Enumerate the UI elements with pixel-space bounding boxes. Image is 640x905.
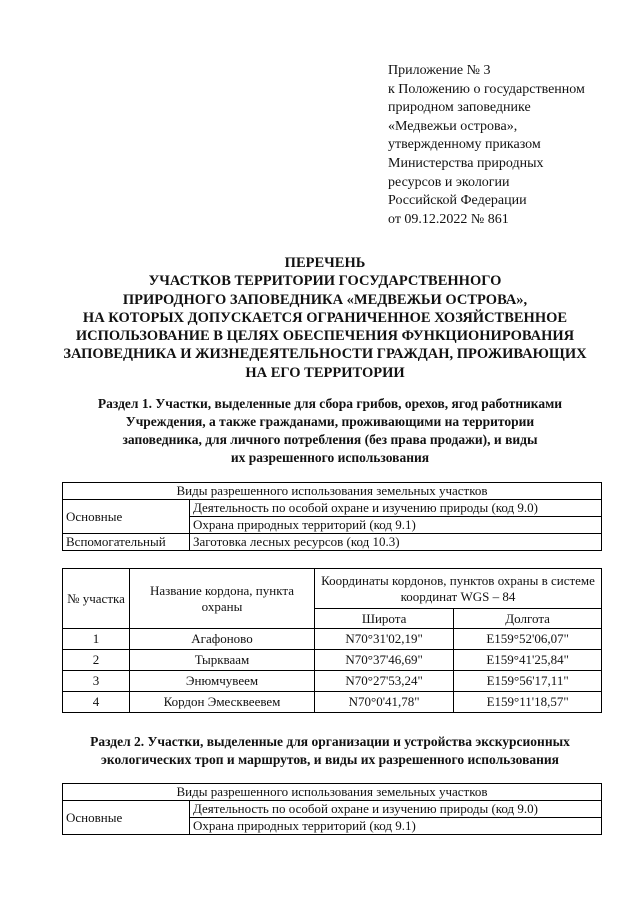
table-row xyxy=(63,692,602,713)
main-use-item: Охрана природных территорий (код 9.1) xyxy=(190,517,602,534)
main-uses-label: Основные xyxy=(63,500,190,534)
annex-line: «Медвежьи острова», xyxy=(388,118,518,134)
title-line: НА КОТОРЫХ ДОПУСКАЕТСЯ ОГРАНИЧЕННОЕ ХОЗЯЙСТВЕННОЕ xyxy=(82,309,568,326)
row-latitude: N70°0'41,78" xyxy=(315,692,454,713)
section1-heading-line: заповедника, для личного потребления (без права продажи), и виды xyxy=(122,432,538,447)
row-number: 3 xyxy=(63,671,130,692)
annex-line: от 09.12.2022 № 861 xyxy=(388,211,509,227)
row-number: 1 xyxy=(63,629,130,650)
section1-heading-line: Учреждения, а также гражданами, проживающими на территории xyxy=(125,414,535,429)
title-line: НА ЕГО ТЕРРИТОРИИ xyxy=(245,364,405,381)
row-name: Энюмчувеем xyxy=(130,671,315,692)
annex-block xyxy=(388,62,628,229)
section2-heading-line: Раздел 2. Участки, выделенные для организации и устройства экскурсионных xyxy=(90,734,570,749)
row-latitude: N70°27'53,24" xyxy=(315,671,454,692)
uses-header: Виды разрешенного использования земельных участков xyxy=(63,784,602,801)
title-line: ПЕРЕЧЕНЬ xyxy=(284,255,366,271)
row-name: Кордон Эмесквеевем xyxy=(130,692,315,713)
aux-uses-label: Вспомогательный xyxy=(63,534,190,551)
row-number: 2 xyxy=(63,650,130,671)
main-use-item: Охрана природных территорий (код 9.1) xyxy=(190,818,602,835)
annex-line: к Положению о государственном xyxy=(388,81,585,97)
aux-use-item: Заготовка лесных ресурсов (код 10.3) xyxy=(190,534,602,551)
row-longitude: E159°56'17,11" xyxy=(454,671,602,692)
section2-uses-table xyxy=(62,783,602,835)
section1-uses-table xyxy=(62,482,602,551)
title-line: УЧАСТКОВ ТЕРРИТОРИИ ГОСУДАРСТВЕННОГО xyxy=(148,273,502,290)
row-latitude: N70°31'02,19" xyxy=(315,629,454,650)
row-number: 4 xyxy=(63,692,130,713)
uses-header: Виды разрешенного использования земельных участков xyxy=(63,483,602,500)
col-name-header: Название кордона, пункта охраны xyxy=(130,569,315,629)
section1-heading xyxy=(40,395,620,467)
annex-line: ресурсов и экологии xyxy=(388,174,510,190)
table-row xyxy=(63,650,602,671)
main-use-item: Деятельность по особой охране и изучению природы (код 9.0) xyxy=(190,500,602,517)
annex-line: Приложение № 3 xyxy=(388,63,491,78)
section1-heading-line: их разрешенного использования xyxy=(230,450,430,465)
annex-line: утвержденному приказом xyxy=(388,137,541,153)
annex-line: природном заповеднике xyxy=(388,100,531,116)
col-coords-header: Координаты кордонов, пунктов охраны в системе координат WGS – 84 xyxy=(315,569,602,609)
section2-heading-line: экологических троп и маршрутов, и виды их разрешенного использования xyxy=(101,752,559,767)
coordinates-table xyxy=(62,568,602,713)
annex-line: Российской Федерации xyxy=(388,193,527,209)
col-number-header: № участка xyxy=(63,569,130,629)
section2-heading xyxy=(40,733,620,769)
document-title xyxy=(40,254,610,382)
annex-line: Министерства природных xyxy=(388,155,544,171)
table-row xyxy=(63,629,602,650)
row-name: Агафоново xyxy=(130,629,315,650)
title-line: ИСПОЛЬЗОВАНИЕ В ЦЕЛЯХ ОБЕСПЕЧЕНИЯ ФУНКЦИОНИРОВАНИЯ xyxy=(75,328,575,345)
row-longitude: E159°52'06,07" xyxy=(454,629,602,650)
col-latitude-header: Широта xyxy=(315,609,454,629)
row-longitude: E159°41'25,84" xyxy=(454,650,602,671)
col-longitude-header: Долгота xyxy=(454,609,602,629)
title-line: ПРИРОДНОГО ЗАПОВЕДНИКА «МЕДВЕЖЬИ ОСТРОВА», xyxy=(122,291,528,308)
main-uses-label: Основные xyxy=(63,801,190,835)
section1-heading-line: Раздел 1. Участки, выделенные для сбора грибов, орехов, ягод работниками xyxy=(97,396,563,411)
title-line: ЗАПОВЕДНИКА И ЖИЗНЕДЕЯТЕЛЬНОСТИ ГРАЖДАН, ПРОЖИВАЮЩИХ xyxy=(63,346,587,363)
row-latitude: N70°37'46,69" xyxy=(315,650,454,671)
row-longitude: E159°11'18,57" xyxy=(454,692,602,713)
table-row xyxy=(63,671,602,692)
row-name: Тыркваам xyxy=(130,650,315,671)
main-use-item: Деятельность по особой охране и изучению природы (код 9.0) xyxy=(190,801,602,818)
